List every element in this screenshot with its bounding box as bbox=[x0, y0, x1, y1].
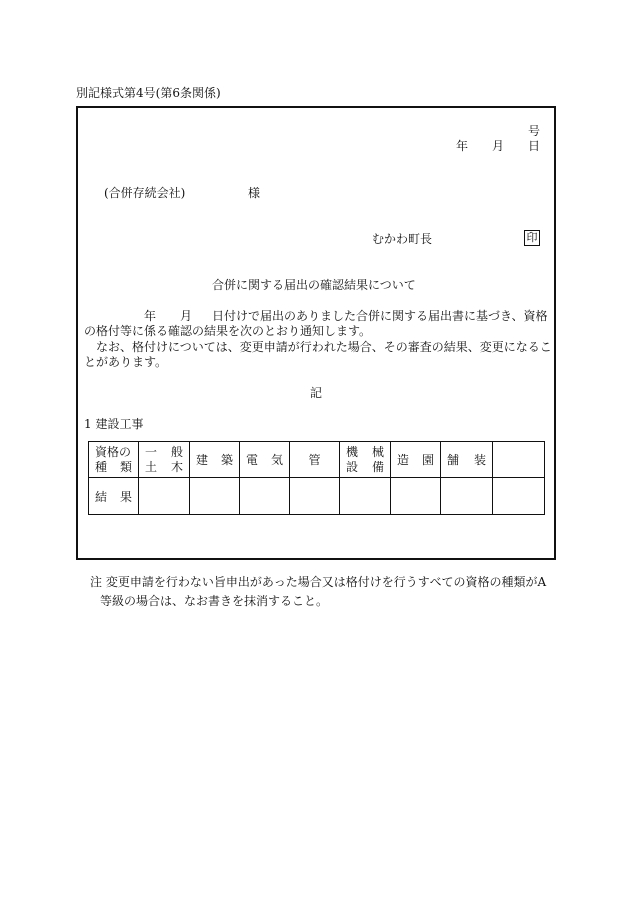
result-cell-blank bbox=[493, 478, 545, 515]
document-title: 合併に関する届出の確認結果について bbox=[212, 278, 416, 292]
note-line1: 注 変更申請を行わない旨申出があった場合又は格付けを行うすべての資格の種類がA bbox=[90, 575, 547, 589]
qualification-table bbox=[88, 441, 545, 515]
note-line2: 等級の場合は、なお書きを抹消すること。 bbox=[100, 594, 329, 608]
result-row bbox=[89, 478, 545, 515]
result-cell-denki bbox=[240, 478, 290, 515]
result-cell-kan bbox=[290, 478, 340, 515]
sender-name: むかわ町長 bbox=[372, 232, 433, 246]
ki-mark: 記 bbox=[310, 386, 323, 400]
recipient-company: (合併存続会社) bbox=[104, 186, 186, 200]
result-cell-hosou bbox=[441, 478, 493, 515]
result-cell-ippan bbox=[139, 478, 190, 515]
paragraph1-month: 月 bbox=[180, 309, 193, 323]
col-blank bbox=[493, 442, 545, 478]
number-mark: 号 bbox=[528, 124, 541, 138]
col-hosou: 舗 装 bbox=[441, 442, 493, 478]
seal-mark: 印 bbox=[524, 230, 540, 246]
section-construction: 1 建設工事 bbox=[84, 417, 144, 431]
form-header: 別記様式第4号(第6条関係) bbox=[76, 86, 221, 100]
paragraph2-line2: とがあります。 bbox=[84, 355, 168, 369]
col-kan: 管 bbox=[290, 442, 340, 478]
date-year: 年 bbox=[456, 139, 469, 153]
paragraph1-year: 年 bbox=[144, 309, 157, 323]
paragraph1-line2: の格付等に係る確認の結果を次のとおり通知します。 bbox=[84, 324, 372, 338]
col-ippan-doboku: 一 般 土 木 bbox=[139, 442, 190, 478]
col-kikai-setsubi: 機 械 設 備 bbox=[340, 442, 391, 478]
date-day: 日 bbox=[528, 139, 541, 153]
header-row bbox=[89, 442, 545, 478]
col-zouen: 造 園 bbox=[391, 442, 441, 478]
result-cell-kikai bbox=[340, 478, 391, 515]
date-month: 月 bbox=[492, 139, 505, 153]
paragraph1-line1: 日付けで届出のありました合併に関する届出書に基づき、資格 bbox=[212, 309, 548, 323]
result-cell-kenchiku bbox=[190, 478, 240, 515]
result-label-cell: 結 果 bbox=[89, 478, 139, 515]
paragraph2-line1: なお、格付けについては、変更申請が行われた場合、その審査の結果、変更になるこ bbox=[96, 340, 552, 354]
result-cell-zouen bbox=[391, 478, 441, 515]
col-denki: 電 気 bbox=[240, 442, 290, 478]
header-label-cell: 資格の 種 類 bbox=[89, 442, 139, 478]
col-kenchiku: 建 築 bbox=[190, 442, 240, 478]
recipient-honorific: 様 bbox=[248, 186, 261, 200]
